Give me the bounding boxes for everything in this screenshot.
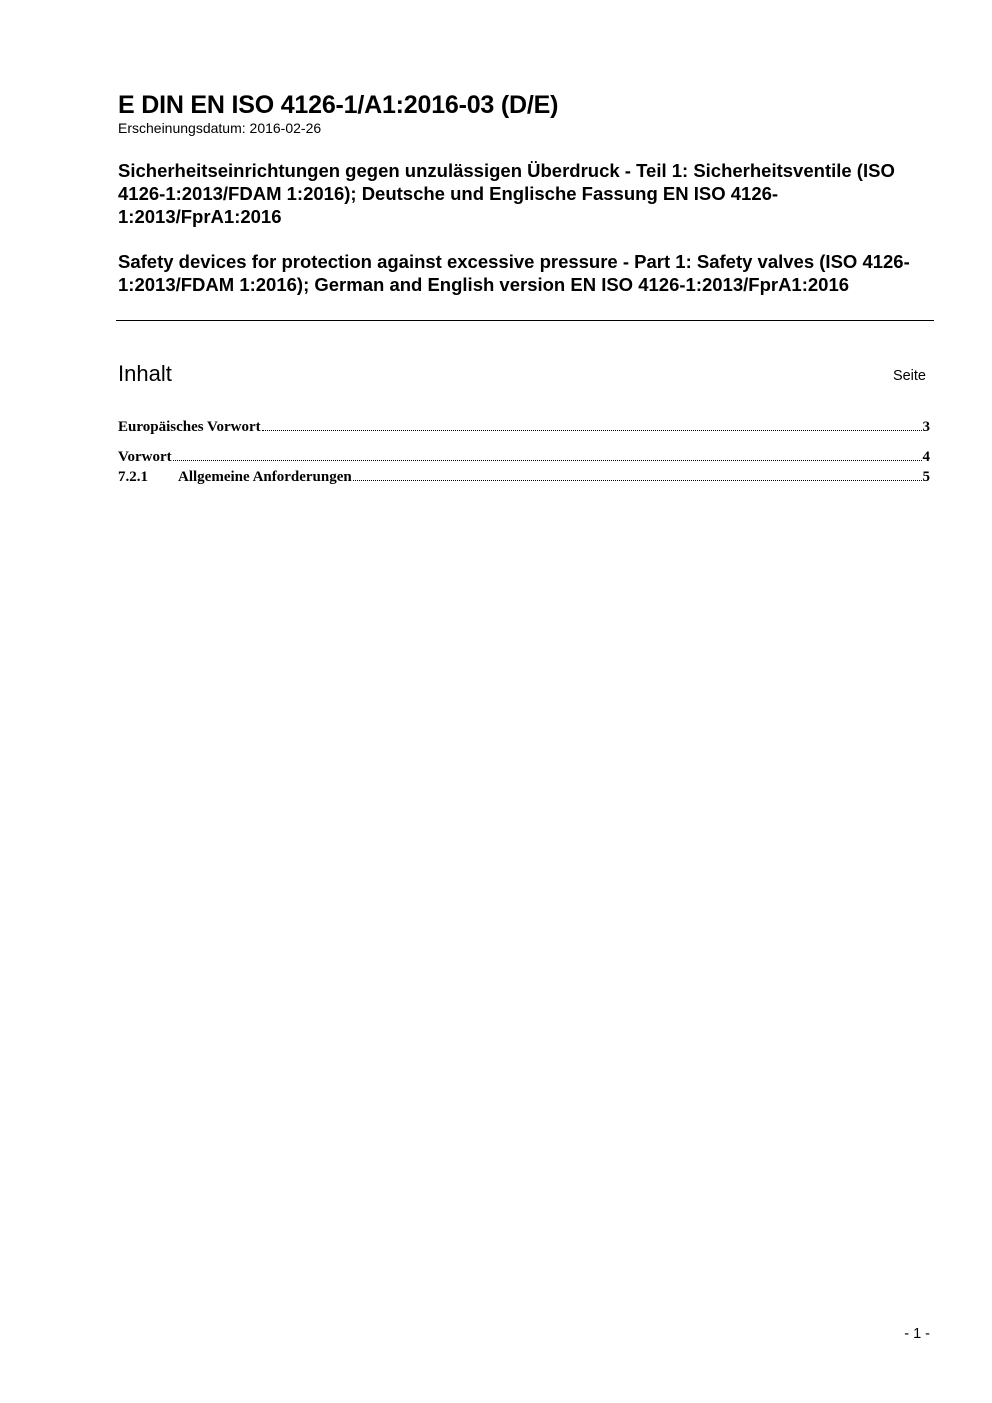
toc-leader-dots (353, 480, 922, 481)
toc-leader-dots (173, 460, 922, 461)
toc-entry-number: 7.2.1 (118, 469, 148, 485)
toc-entry-page: 3 (922, 419, 930, 435)
toc-entry-page: 5 (922, 469, 930, 485)
toc-page-column-label: Seite (892, 368, 926, 384)
publication-date: 2016-02-26 (249, 120, 322, 136)
toc-entry-text: Vorwort (118, 449, 172, 465)
toc-entry-vorwort[interactable] (118, 447, 930, 467)
title-german: Sicherheitseinrichtungen gegen unzulässigen Überdruck - Teil 1: Sicherheitsventile (ISO 4126-1:2013/FDAM 1:2016); Deutsche und Englische Fassung EN ISO 4126-1:2013/FprA1:2016 (118, 160, 895, 227)
toc-entry-text: Europäisches Vorwort (118, 419, 261, 435)
toc-header (118, 360, 926, 390)
toc-entry-page: 4 (922, 449, 930, 465)
toc-entry-europaeisches-vorwort[interactable] (118, 417, 930, 437)
document-header (118, 90, 936, 296)
toc-heading: Inhalt (118, 361, 172, 386)
toc-entry-text: Allgemeine Anforderungen (178, 469, 352, 485)
toc-entry-allgemeine-anforderungen[interactable] (118, 467, 930, 487)
page-number: - 1 - (904, 1326, 930, 1342)
document-number: E DIN EN ISO 4126-1/A1:2016-03 (D/E) (118, 91, 559, 119)
publication-date-label: Erscheinungsdatum: (118, 120, 246, 136)
toc-leader-dots (262, 430, 922, 431)
table-of-contents (118, 417, 930, 487)
header-divider (116, 320, 934, 321)
publication-date-line (118, 120, 936, 137)
title-english: Safety devices for protection against excessive pressure - Part 1: Safety valves (ISO 4126-1:2013/FDAM 1:2016); German and English version EN ISO 4126-1:2013/FprA1:2016 (118, 251, 910, 295)
